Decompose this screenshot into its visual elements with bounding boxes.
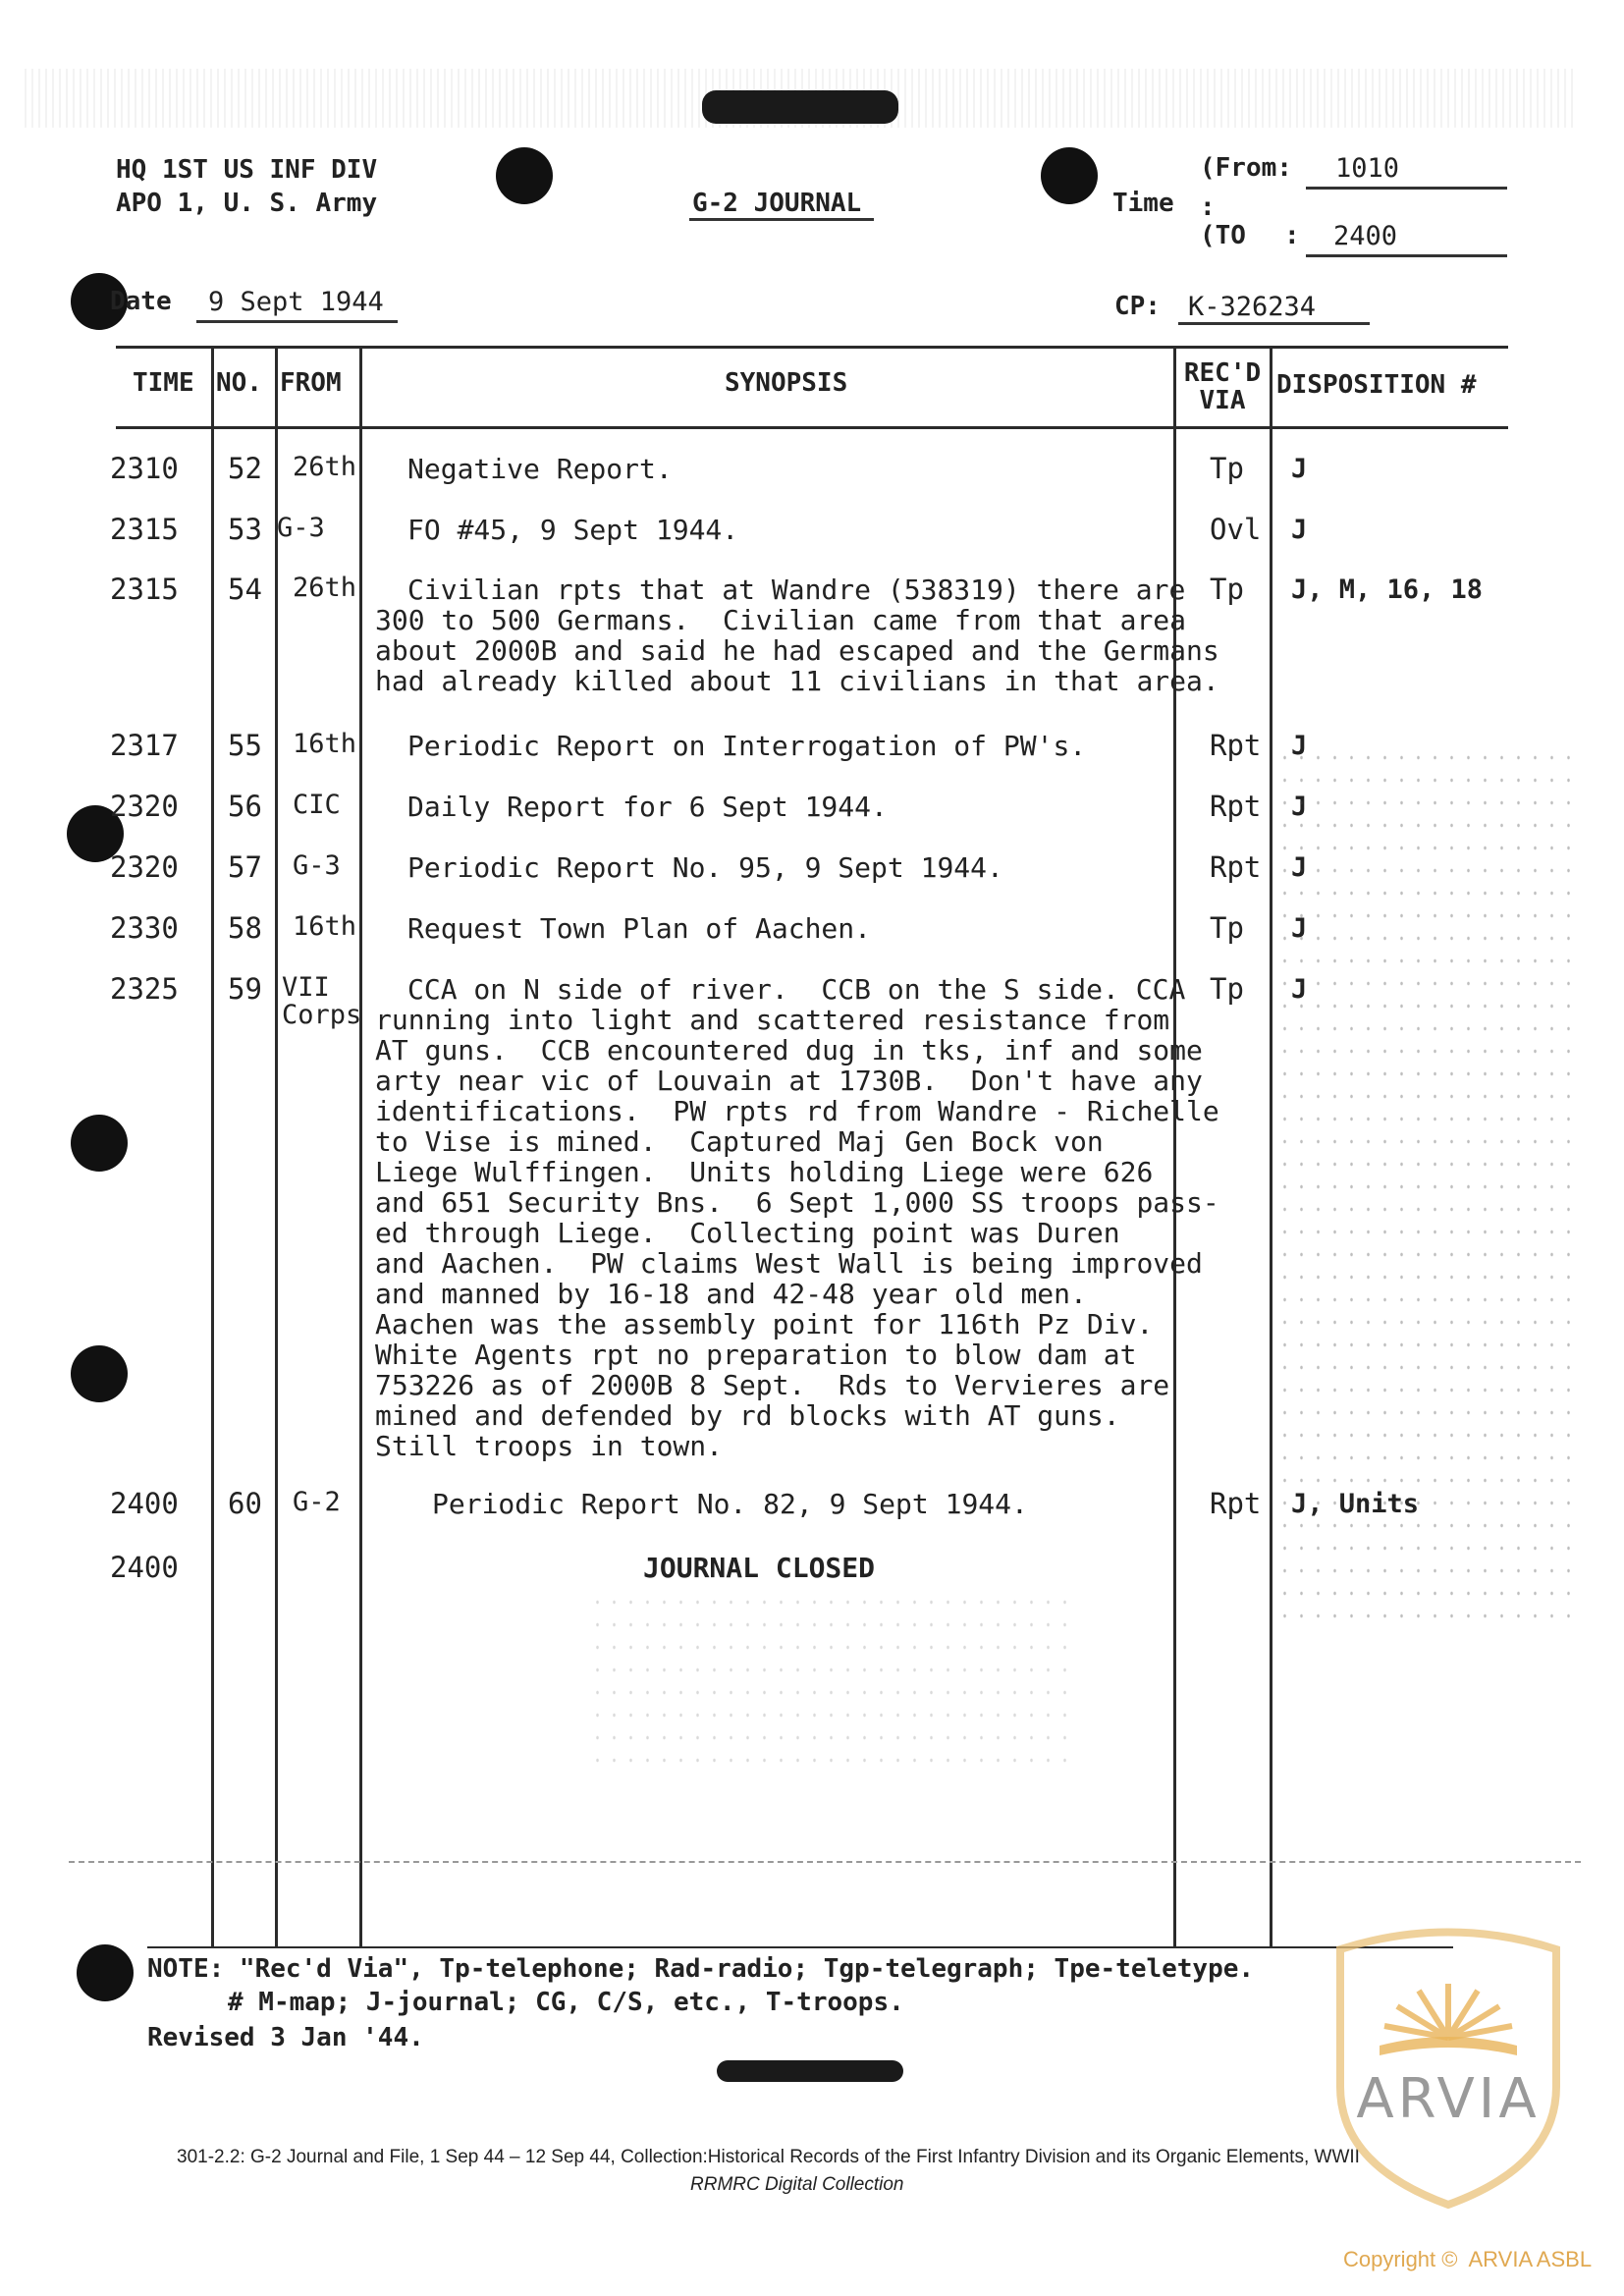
entry-time: 2315	[110, 513, 179, 546]
entry-recd-via: Rpt	[1210, 1487, 1262, 1520]
entry-synopsis-line: Periodic Report No. 82, 9 Sept 1944.	[432, 1488, 1028, 1520]
entry-disposition: J	[1291, 913, 1308, 944]
entry-time: 2325	[110, 972, 179, 1006]
redaction-mark-bottom	[717, 2060, 903, 2082]
entry-from: 26th	[293, 452, 357, 482]
scan-speckle	[1276, 746, 1571, 1630]
punch-hole	[71, 1345, 128, 1402]
note-line-1: NOTE: "Rec'd Via", Tp-telephone; Rad-radio; Tgp-telegraph; Tpe-teletype.	[147, 1954, 1255, 1984]
entry-time: 2320	[110, 850, 179, 884]
entry-synopsis-line: Aachen was the assembly point for 116th Pz Div.	[375, 1308, 1154, 1340]
entry-number: 55	[228, 729, 262, 762]
entry-number: 60	[228, 1487, 262, 1520]
entry-synopsis-line: about 2000B and said he had escaped and the Germans	[375, 634, 1219, 667]
entry-synopsis-line: had already killed about 11 civilians in that area.	[375, 665, 1219, 697]
col-divider	[1270, 346, 1272, 1946]
entry-time: 2330	[110, 911, 179, 945]
entry-number: 54	[228, 573, 262, 606]
entry-from: G-3	[293, 850, 341, 881]
entry-time: 2400	[110, 1487, 179, 1520]
revised-note: Revised 3 Jan '44.	[147, 2023, 424, 2052]
entry-from: CIC	[293, 790, 341, 820]
entry-synopsis-line: ed through Liege. Collecting point was Duren	[375, 1217, 1120, 1249]
entry-synopsis-line: FO #45, 9 Sept 1944.	[407, 514, 739, 546]
entry-recd-via: Rpt	[1210, 850, 1262, 884]
entry-time: 2320	[110, 790, 179, 823]
entry-time: 2317	[110, 729, 179, 762]
table-top-rule	[116, 346, 1508, 349]
entry-synopsis-line: Daily Report for 6 Sept 1944.	[407, 791, 888, 823]
entry-time: 2310	[110, 452, 179, 485]
cp-label: CP:	[1114, 292, 1161, 321]
entry-disposition: J, M, 16, 18	[1291, 574, 1484, 605]
entry-recd-via: Tp	[1210, 972, 1244, 1006]
redaction-mark-top	[702, 90, 898, 124]
entry-synopsis-line: Periodic Report on Interrogation of PW's.	[407, 730, 1087, 762]
to-label: (TO	[1200, 221, 1246, 250]
col-header-synopsis: SYNOPSIS	[725, 368, 848, 398]
journal-closed-label: JOURNAL CLOSED	[643, 1552, 876, 1584]
entry-recd-via: Tp	[1210, 911, 1244, 945]
collection-citation: 301-2.2: G-2 Journal and File, 1 Sep 44 – 12 Sep 44, Collection:Historical Records of the First Infantry Division and its Organic Elements, WWII	[177, 2147, 1360, 2167]
entry-synopsis-line: 753226 as of 2000B 8 Sept. Rds to Vervieres are	[375, 1369, 1170, 1401]
entry-synopsis-line: 300 to 500 Germans. Civilian came from that area	[375, 604, 1187, 636]
entry-synopsis-line: Request Town Plan of Aachen.	[407, 912, 872, 945]
entry-disposition: J	[1291, 852, 1308, 883]
entry-number: 56	[228, 790, 262, 823]
copyright-notice: Copyright © ARVIA ASBL	[1343, 2247, 1593, 2271]
entry-from: 16th	[293, 729, 357, 759]
entry-synopsis-line: to Vise is mined. Captured Maj Gen Bock von	[375, 1125, 1104, 1158]
entry-number: 58	[228, 911, 262, 945]
col-header-recd-via: REC'D VIA	[1183, 358, 1262, 415]
journal-title: G-2 JOURNAL	[692, 189, 862, 218]
entry-synopsis-line: and 651 Security Bns. 6 Sept 1,000 SS troops pass-	[375, 1186, 1219, 1219]
date-value: 9 Sept 1944	[208, 287, 384, 317]
entry-recd-via: Tp	[1210, 452, 1244, 485]
col-header-disposition: DISPOSITION #	[1276, 370, 1477, 400]
entry-from: VII Corps	[282, 972, 362, 1030]
entry-synopsis-line: mined and defended by rd blocks with AT guns.	[375, 1399, 1120, 1432]
entry-synopsis-line: and manned by 16-18 and 42-48 year old men.	[375, 1278, 1087, 1310]
col-header-no: NO.	[216, 368, 262, 398]
entry-synopsis-line: Negative Report.	[407, 453, 673, 485]
col-divider	[359, 346, 362, 1946]
entry-disposition: J, Units	[1291, 1489, 1420, 1519]
entry-synopsis-line: CCA on N side of river. CCB on the S side. CCA	[407, 973, 1186, 1006]
time-label: Time	[1112, 189, 1174, 218]
title-underline	[689, 218, 874, 221]
punch-hole	[77, 1944, 134, 2001]
entry-synopsis-line: and Aachen. PW claims West Wall is being improved	[375, 1247, 1203, 1280]
entry-synopsis-line: Civilian rpts that at Wandre (538319) there are	[407, 574, 1186, 606]
punch-hole	[71, 1115, 128, 1172]
entry-recd-via: Ovl	[1210, 513, 1262, 546]
date-label: Date	[110, 287, 172, 316]
entry-disposition: J	[1291, 792, 1308, 822]
cp-value: K-326234	[1188, 292, 1317, 322]
entry-number: 53	[228, 513, 262, 546]
entry-synopsis-line: running into light and scattered resistance from	[375, 1004, 1170, 1036]
entry-number: 52	[228, 452, 262, 485]
entry-synopsis-line: Periodic Report No. 95, 9 Sept 1944.	[407, 851, 1003, 884]
entry-synopsis-line: Liege Wulffingen. Units holding Liege were 626	[375, 1156, 1154, 1188]
note-rule	[147, 1946, 1453, 1948]
unit-line-1: HQ 1ST US INF DIV	[116, 155, 378, 185]
entry-synopsis-line: Still troops in town.	[375, 1430, 724, 1462]
unit-line-2: APO 1, U. S. Army	[116, 189, 378, 218]
entry-disposition: J	[1291, 515, 1308, 545]
arvia-logo	[1321, 1920, 1576, 2214]
entry-recd-via: Rpt	[1210, 790, 1262, 823]
cp-underline	[1178, 322, 1370, 325]
collection-name: RRMRC Digital Collection	[690, 2174, 904, 2195]
entry-time: 2315	[110, 573, 179, 606]
to-value: 2400	[1333, 221, 1398, 251]
table-bottom-rule	[69, 1861, 1581, 1863]
from-value: 1010	[1335, 153, 1400, 184]
table-header-rule	[116, 426, 1508, 429]
col-divider	[275, 346, 278, 1946]
col-header-from: FROM	[280, 368, 342, 398]
scan-speckle	[589, 1591, 1080, 1768]
entry-from: 26th	[293, 573, 357, 603]
to-underline	[1306, 254, 1507, 257]
col-divider	[211, 346, 214, 1946]
punch-hole	[496, 147, 553, 204]
punch-hole	[1041, 147, 1098, 204]
from-underline	[1306, 187, 1507, 190]
date-underline	[196, 320, 398, 323]
col-header-time: TIME	[133, 368, 194, 398]
time-colon: :	[1200, 192, 1216, 222]
from-label: (From:	[1200, 153, 1292, 183]
entry-number: 59	[228, 972, 262, 1006]
note-line-2: # M-map; J-journal; CG, C/S, etc., T-troops.	[228, 1988, 904, 2017]
arvia-logo-text: ARVIA	[1356, 2067, 1541, 2131]
entry-recd-via: Rpt	[1210, 729, 1262, 762]
entry-synopsis-line: arty near vic of Louvain at 1730B. Don't have any	[375, 1065, 1203, 1097]
entry-from: G-2	[293, 1487, 341, 1517]
entry-synopsis-line: AT guns. CCB encountered dug in tks, inf and some	[375, 1034, 1203, 1066]
entry-from: 16th	[293, 911, 357, 942]
entry-time: 2400	[110, 1551, 179, 1584]
to-colon: :	[1284, 221, 1300, 250]
entry-disposition: J	[1291, 454, 1308, 484]
entry-number: 57	[228, 850, 262, 884]
entry-synopsis-line: identifications. PW rpts rd from Wandre - Richelle	[375, 1095, 1219, 1127]
entry-from: G-3	[277, 513, 325, 543]
entry-synopsis-line: White Agents rpt no preparation to blow dam at	[375, 1339, 1137, 1371]
entry-disposition: J	[1291, 974, 1308, 1005]
entry-recd-via: Tp	[1210, 573, 1244, 606]
entry-disposition: J	[1291, 731, 1308, 761]
